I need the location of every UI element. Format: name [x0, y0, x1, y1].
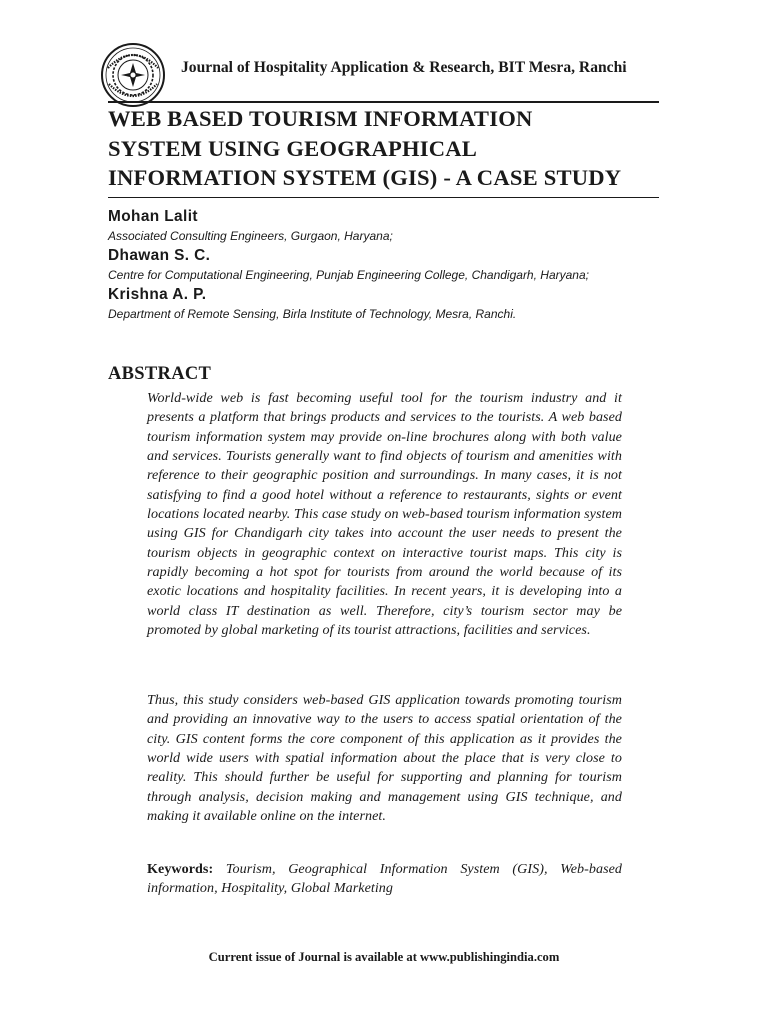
abstract-text: World-wide web is fast becoming useful tool for the tourism industry and it presents a platform that brings products and services to the tourists. A web based tourism information system may provide on-line brochures along with both value and services. Tourists generally want to find objects of tourism and amenities with reference to their geographic position and surroundings. In many cases, it is not satisfying to find a good hotel without a reference to restaurants, sights or event locations located nearby. This case study on web-based tourism information system using GIS for Chandigarh city takes into account the user needs to present the tourism objects in geographic context on interactive tourist maps. This city is rapidly becoming a hot spot for tourists from around the world because of its exotic locations and hospitality facilities. In recent years, it is developing into a world class IT destination as well. Therefore, city’s tourism sector may be promoted by global marketing of its tourist attractions, facilities and services. — [147, 390, 622, 639]
journal-header — [100, 42, 665, 100]
keywords-text: Tourism, Geographical Information System (GIS), Web-based information, Hospitality, Global Marketing — [147, 861, 623, 897]
author-affiliation: Associated Consulting Engineers, Gurgaon, Haryana; — [108, 229, 393, 243]
author-affiliation: Centre for Computational Engineering, Punjab Engineering College, Chandigarh, Haryana; — [108, 268, 589, 282]
journal-availability-footer: Current issue of Journal is available at www.publishingindia.com — [208, 950, 560, 964]
journal-name: Journal of Hospitality Application & Research, BIT Mesra, Ranchi — [181, 59, 627, 76]
keywords-label: Keywords: — [147, 861, 214, 877]
title-line: SYSTEM USING GEOGRAPHICAL — [108, 135, 478, 161]
institute-seal-icon — [100, 42, 166, 108]
author-affiliation: Department of Remote Sensing, Birla Institute of Technology, Mesra, Ranchi. — [108, 307, 517, 321]
title-line: WEB BASED TOURISM INFORMATION — [108, 106, 533, 131]
author-name: Krishna A. P. — [108, 286, 207, 303]
paper-title — [108, 104, 668, 193]
title-top-rule — [108, 101, 659, 103]
abstract-text: Thus, this study considers web-based GIS application towards promoting tourism and providing an innovative way to the users to access spatial orientation of the city. GIS content forms the core component of this application as it provides the world wide users with spatial information about the place that is very close to reality. This should further be useful for supporting and planning for tourism through analysis, decision making and management using GIS technique, and making it available online on the internet. — [147, 692, 622, 825]
abstract-paragraph-1 — [147, 389, 622, 640]
author-list — [108, 207, 668, 324]
title-line: INFORMATION SYSTEM (GIS) - A CASE STUDY — [108, 165, 622, 190]
abstract-paragraph-2 — [147, 691, 622, 826]
author-name: Dhawan S. C. — [108, 247, 211, 264]
abstract-heading: ABSTRACT — [108, 364, 212, 384]
keywords-line — [147, 860, 622, 899]
keywords-block — [147, 860, 622, 899]
author-name: Mohan Lalit — [108, 208, 198, 225]
title-bottom-rule — [108, 197, 659, 198]
